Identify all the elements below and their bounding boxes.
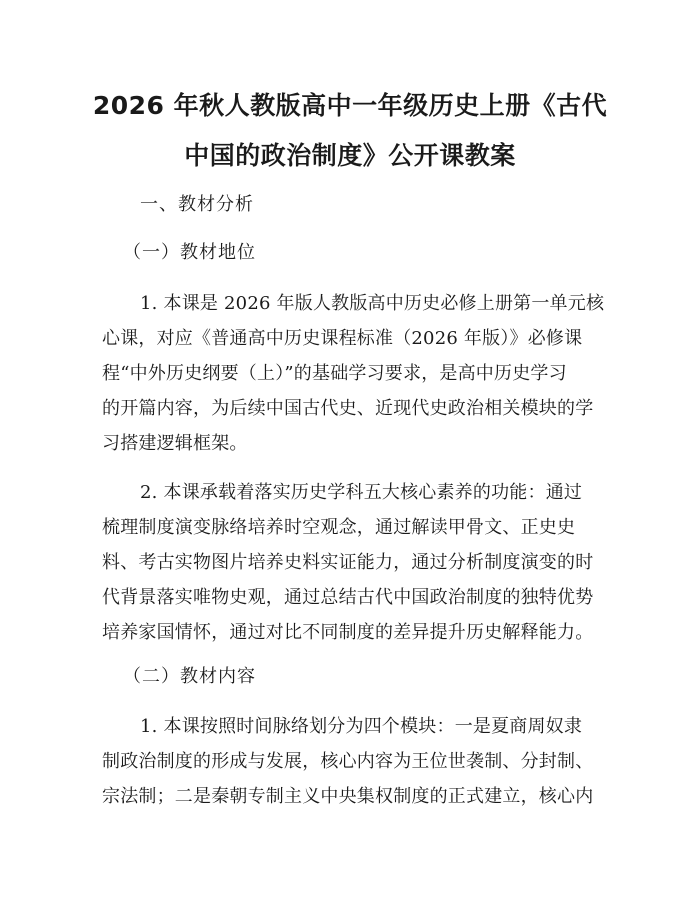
paragraph-1-line: 程“中外历史纲要（上）”的基础学习要求，是高中历史学习: [102, 363, 567, 384]
paragraph-2-line: 料、考古实物图片培养史料实证能力，通过分析制度演变的时: [102, 552, 594, 573]
paragraph-3-line: 宗法制；二是秦朝专制主义中央集权制度的正式建立，核心内: [102, 786, 594, 807]
subsection-heading-textbook-content: （二）教材内容: [123, 666, 256, 687]
section-heading-textbook-analysis: 一、教材分析: [140, 194, 254, 215]
paragraph-2-line: 2. 本课承载着落实历史学科五大核心素养的功能：通过: [140, 482, 583, 503]
paragraph-3-line: 制政治制度的形成与发展，核心内容为王位世袭制、分封制、: [102, 751, 594, 772]
paragraph-1-line: 1. 本课是 2026 年版人教版高中历史必修上册第一单元核: [140, 293, 605, 314]
document-title-line-2: 中国的政治制度》公开课教案: [184, 141, 516, 170]
paragraph-1-line: 心课，对应《普通高中历史课程标准（2026 年版）》必修课: [102, 328, 583, 349]
paragraph-2-line: 培养家国情怀，通过对比不同制度的差异提升历史解释能力。: [102, 622, 594, 643]
paragraph-3-line: 1. 本课按照时间脉络划分为四个模块：一是夏商周奴隶: [140, 716, 583, 737]
subsection-heading-textbook-status: （一）教材地位: [123, 242, 256, 263]
document-title-line-1: 2026 年秋人教版高中一年级历史上册《古代: [92, 91, 608, 120]
paragraph-1-line: 的开篇内容，为后续中国古代史、近现代史政治相关模块的学: [102, 398, 594, 419]
paragraph-2-line: 梳理制度演变脉络培养时空观念，通过解读甲骨文、正史史: [102, 517, 576, 538]
paragraph-1-line: 习搭建逻辑框架。: [102, 433, 248, 454]
paragraph-2-line: 代背景落实唯物史观，通过总结古代中国政治制度的独特优势: [102, 587, 594, 608]
